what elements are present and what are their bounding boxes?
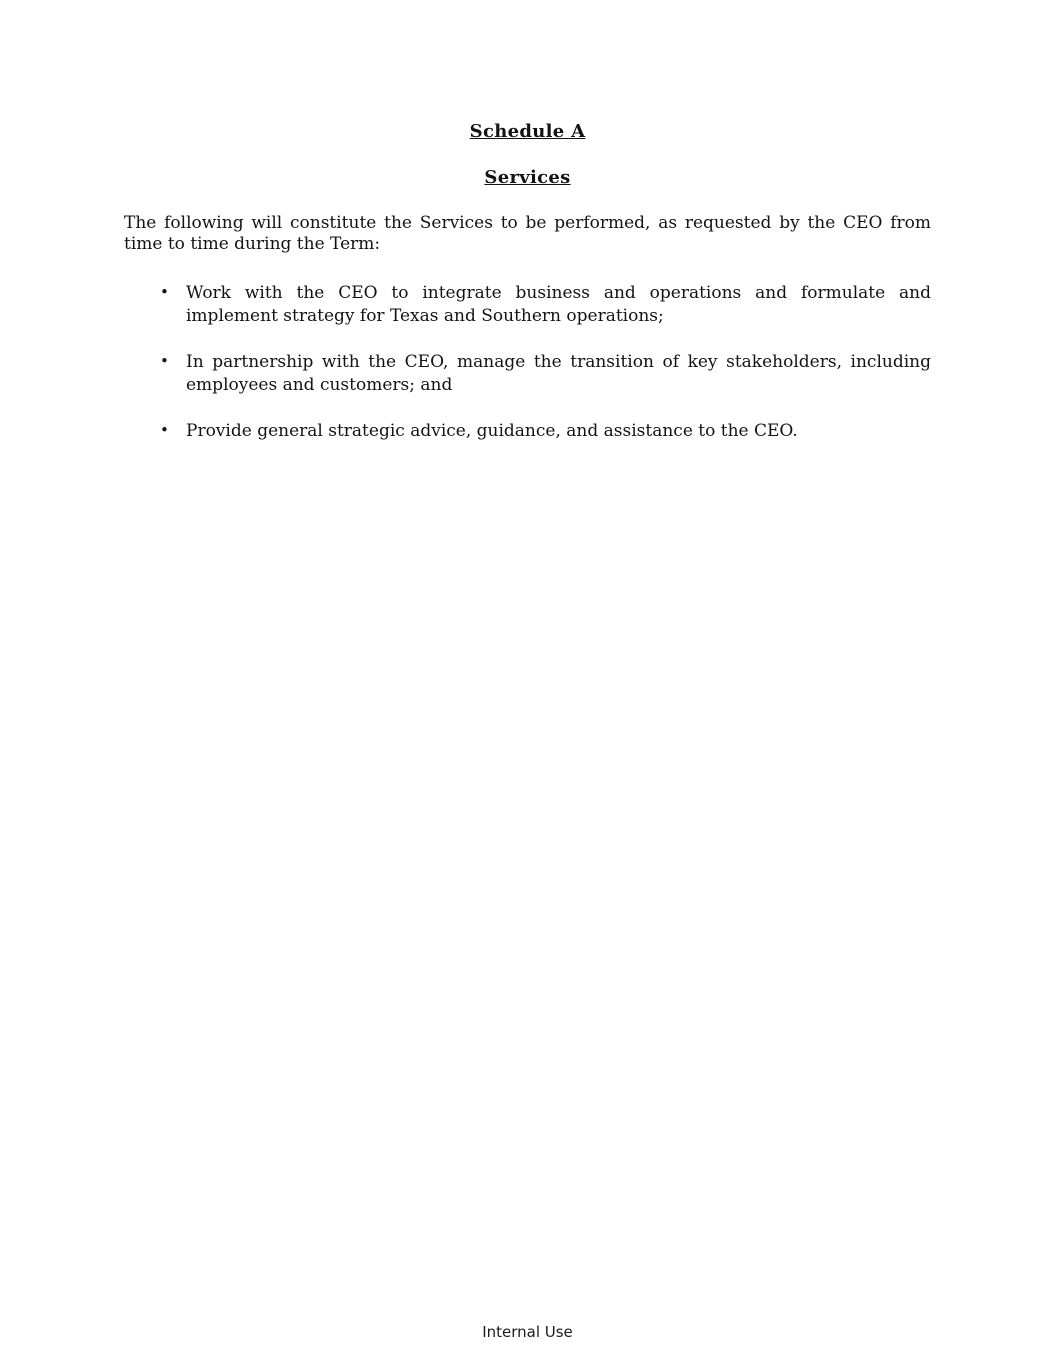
intro-paragraph: The following will constitute the Services to be performed, as requested by the CEO from time to time during the Term: bbox=[124, 213, 931, 254]
list-item bbox=[124, 420, 931, 443]
bullet-icon: • bbox=[160, 282, 169, 301]
list-item-text: In partnership with the CEO, manage the transition of key stakeholders, including employees and customers; and bbox=[186, 351, 931, 396]
footer-label: Internal Use bbox=[482, 1323, 573, 1341]
list-item bbox=[124, 282, 931, 329]
list-item bbox=[124, 351, 931, 398]
schedule-heading: Schedule A bbox=[469, 121, 586, 142]
list-item-text: Provide general strategic advice, guidance, and assistance to the CEO. bbox=[186, 420, 798, 441]
services-list bbox=[124, 282, 931, 443]
services-heading: Services bbox=[484, 167, 571, 188]
bullet-icon: • bbox=[160, 351, 169, 370]
list-item-text: Work with the CEO to integrate business and operations and formulate and implement strategy for Texas and Southern operations; bbox=[186, 282, 931, 327]
bullet-icon: • bbox=[160, 420, 169, 439]
